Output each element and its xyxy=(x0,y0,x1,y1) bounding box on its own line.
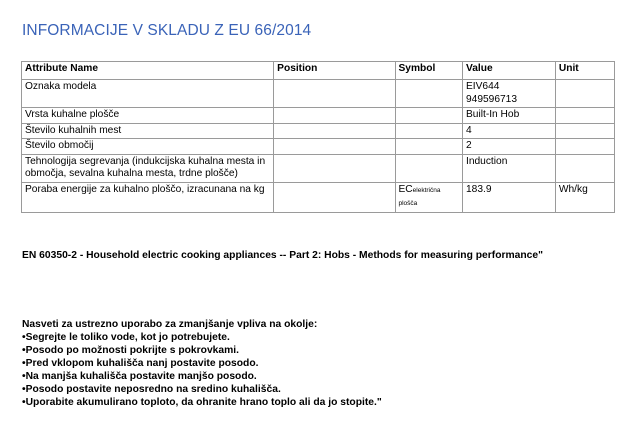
value-model-code: EIV644 xyxy=(466,81,500,92)
list-item: • Uporabite akumulirano toploto, da ohranite hrano toplo ali da jo stopite." xyxy=(22,396,382,409)
cell-symbol xyxy=(395,80,463,108)
cell-name: Število kuhalnih mest xyxy=(22,123,274,139)
list-item: • Posodo postavite neposredno na sredino kuhališča. xyxy=(22,383,382,396)
cell-name: Oznaka modela xyxy=(22,80,274,108)
cell-value: Induction xyxy=(463,154,556,182)
cell-name: Poraba energije za kuhalno ploščo, izracunana na kg xyxy=(22,182,274,212)
cell-symbol xyxy=(395,123,463,139)
cell-unit xyxy=(555,154,614,182)
advice-heading: Nasveti za ustrezno uporabo za zmanjšanje vpliva na okolje: xyxy=(22,319,318,330)
header-unit: Unit xyxy=(555,62,614,80)
list-item: • Na manjša kuhališča postavite manjšo posodo. xyxy=(22,370,382,383)
cell-unit xyxy=(555,80,614,108)
cell-unit xyxy=(555,139,614,155)
table-row xyxy=(22,154,615,182)
cell-unit xyxy=(555,108,614,124)
cell-position xyxy=(274,182,395,212)
cell-position xyxy=(274,108,395,124)
list-item: • Posodo po možnosti pokrijte s pokrovkami. xyxy=(22,344,382,357)
cell-value: Built-In Hob xyxy=(463,108,556,124)
cell-name: Vrsta kuhalne plošče xyxy=(22,108,274,124)
header-position: Position xyxy=(274,62,395,80)
table-row xyxy=(22,80,615,108)
cell-value: 4 xyxy=(463,123,556,139)
cell-symbol xyxy=(395,154,463,182)
page-title: INFORMACIJE V SKLADU Z EU 66/2014 xyxy=(22,22,312,39)
cell-symbol xyxy=(395,139,463,155)
cell-symbol xyxy=(395,108,463,124)
cell-value: 2 xyxy=(463,139,556,155)
cell-value: 183.9 xyxy=(463,182,556,212)
header-attribute-name: Attribute Name xyxy=(22,62,274,80)
standard-reference: EN 60350-2 - Household electric cooking appliances -- Part 2: Hobs - Methods for measuring performance" xyxy=(22,250,543,261)
cell-position xyxy=(274,139,395,155)
advice-section xyxy=(22,318,382,409)
cell-position xyxy=(274,154,395,182)
cell-name: Tehnologija segrevanja (indukcijska kuhalna mesta in območja, sevalna kuhalna mesta, trdne plošče) xyxy=(22,154,274,182)
table-header-row xyxy=(22,62,615,80)
cell-position xyxy=(274,80,395,108)
table-row xyxy=(22,182,615,212)
advice-list xyxy=(22,331,382,409)
symbol-ec: EC xyxy=(398,183,413,195)
cell-value xyxy=(463,80,556,108)
header-symbol: Symbol xyxy=(395,62,463,80)
table-row xyxy=(22,139,615,155)
symbol-subscript: električna plošča xyxy=(398,186,441,207)
cell-unit xyxy=(555,123,614,139)
table-row xyxy=(22,108,615,124)
cell-symbol xyxy=(395,182,463,212)
attribute-table xyxy=(21,61,615,213)
cell-unit: Wh/kg xyxy=(555,182,614,212)
list-item: • Segrejte le toliko vode, kot jo potrebujete. xyxy=(22,331,382,344)
table-row xyxy=(22,123,615,139)
value-product-number: 949596713 xyxy=(466,93,518,105)
header-value: Value xyxy=(463,62,556,80)
cell-position xyxy=(274,123,395,139)
cell-name: Število območij xyxy=(22,139,274,155)
list-item: • Pred vklopom kuhališča nanj postavite posodo. xyxy=(22,357,382,370)
